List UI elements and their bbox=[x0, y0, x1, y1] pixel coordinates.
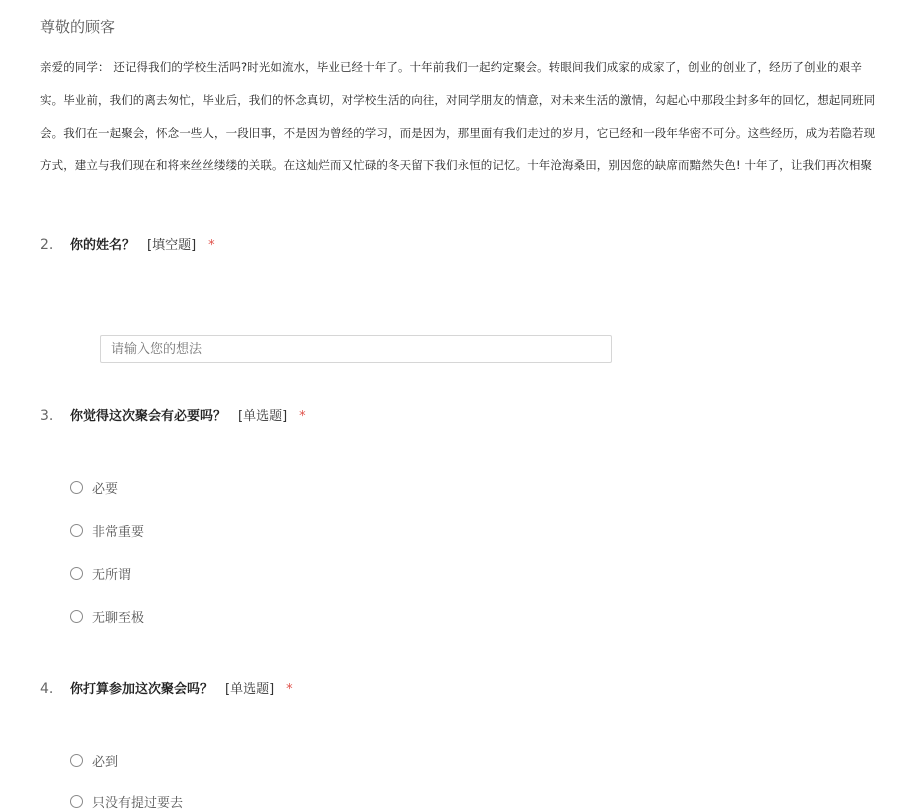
question-type-tag: [单选题] bbox=[225, 682, 275, 697]
option-label: 只没有提过要去 bbox=[92, 796, 184, 811]
radio-option-very-important[interactable] bbox=[70, 521, 144, 540]
radio-option-undecided[interactable] bbox=[70, 792, 183, 811]
question-type-tag: [单选题] bbox=[238, 409, 288, 424]
question-title: 你觉得这次聚会有必要吗？ bbox=[70, 409, 227, 424]
intro-text-line: 方式，建立与我们现在和将来丝丝缕缕的关联。在这灿烂而又忙碌的冬天留下我们永恒的记忆。十年沧海桑田，别因您的缺席而黯然失色! 十年了，让我们再次相聚 bbox=[40, 158, 873, 172]
option-label: 必到 bbox=[92, 755, 119, 770]
radio-button[interactable] bbox=[70, 567, 83, 580]
question-name-header bbox=[40, 236, 215, 255]
question-type-tag: [填空题] bbox=[147, 238, 197, 253]
radio-option-necessary[interactable] bbox=[70, 478, 118, 497]
required-mark: * bbox=[299, 409, 306, 424]
option-label: 无聊至极 bbox=[92, 611, 145, 626]
option-label: 非常重要 bbox=[92, 525, 145, 540]
question-number: 4. bbox=[40, 681, 54, 697]
question-title: 你打算参加这次聚会吗？ bbox=[70, 682, 214, 697]
radio-option-boring[interactable] bbox=[70, 607, 144, 626]
question-title: 你的姓名？ bbox=[70, 238, 136, 253]
question-attend-header bbox=[40, 680, 293, 699]
radio-button[interactable] bbox=[70, 610, 83, 623]
option-label: 无所谓 bbox=[92, 568, 132, 583]
radio-button[interactable] bbox=[70, 795, 83, 808]
radio-option-indifferent[interactable] bbox=[70, 564, 131, 583]
radio-button[interactable] bbox=[70, 481, 83, 494]
option-label: 必要 bbox=[92, 482, 119, 497]
required-mark: * bbox=[208, 238, 215, 253]
required-mark: * bbox=[286, 682, 293, 697]
intro-text-line: 会。我们在一起聚会，怀念一些人，一段旧事，不是因为曾经的学习，而是因为，那里面有我们走过的岁月，它已经和一段年华密不可分。这些经历，成为若隐若现 bbox=[40, 126, 876, 140]
radio-option-will-attend[interactable] bbox=[70, 751, 118, 770]
radio-button[interactable] bbox=[70, 754, 83, 767]
survey-greeting: 尊敬的顾客 bbox=[40, 18, 116, 36]
radio-button[interactable] bbox=[70, 524, 83, 537]
intro-text-line: 实。毕业前，我们的离去匆忙，毕业后，我们的怀念真切，对学校生活的向往，对同学朋友的情意，对未来生活的激情，勾起心中那段尘封多年的回忆，想起同班同 bbox=[40, 93, 876, 107]
name-input[interactable] bbox=[100, 335, 612, 363]
intro-text-line: 亲爱的同学： 还记得我们的学校生活吗?时光如流水，毕业已经十年了。十年前我们一起约定聚会。转眼间我们成家的成家了，创业的创业了，经历了创业的艰辛 bbox=[40, 60, 862, 74]
question-necessity-header bbox=[40, 407, 306, 426]
question-number: 3. bbox=[40, 408, 54, 424]
question-number: 2. bbox=[40, 237, 54, 253]
